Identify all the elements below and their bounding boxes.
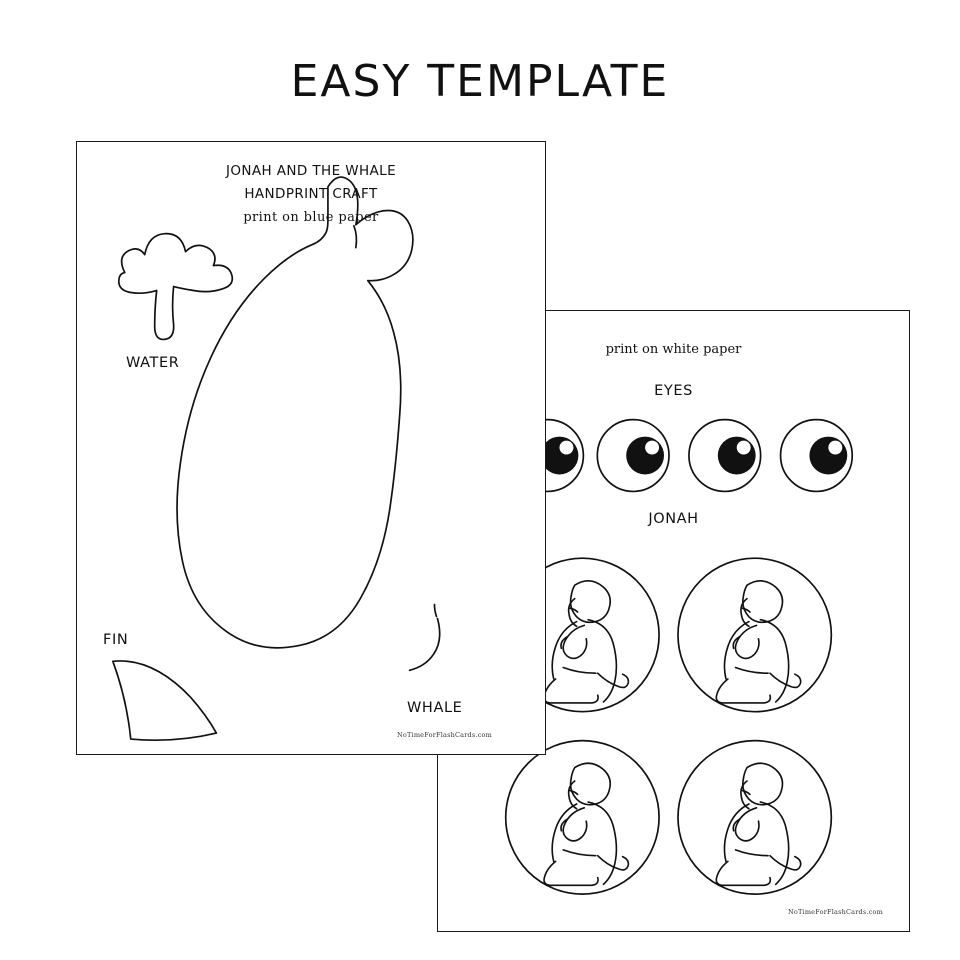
watermark-blue-sheet: NoTimeForFlashCards.com [397, 731, 493, 739]
white-sheet-print-instruction: print on white paper [605, 342, 742, 357]
watermark-white-sheet: NoTimeForFlashCards.com [788, 908, 884, 916]
label-eyes: EYES [654, 383, 693, 399]
blue-sheet-artwork [77, 142, 545, 754]
label-fin: FIN [103, 632, 129, 648]
blue-sheet-heading-line-1: JONAH AND THE WHALE [225, 163, 396, 179]
page-title: EASY TEMPLATE [290, 56, 670, 107]
blue-sheet-print-instruction: print on blue paper [243, 210, 379, 225]
label-water: WATER [126, 355, 180, 371]
template-sheet-blue-paper [76, 141, 546, 755]
blue-sheet-heading-line-2: HANDPRINT CRAFT [244, 186, 378, 202]
label-jonah: JONAH [648, 511, 699, 527]
label-whale: WHALE [407, 700, 463, 716]
